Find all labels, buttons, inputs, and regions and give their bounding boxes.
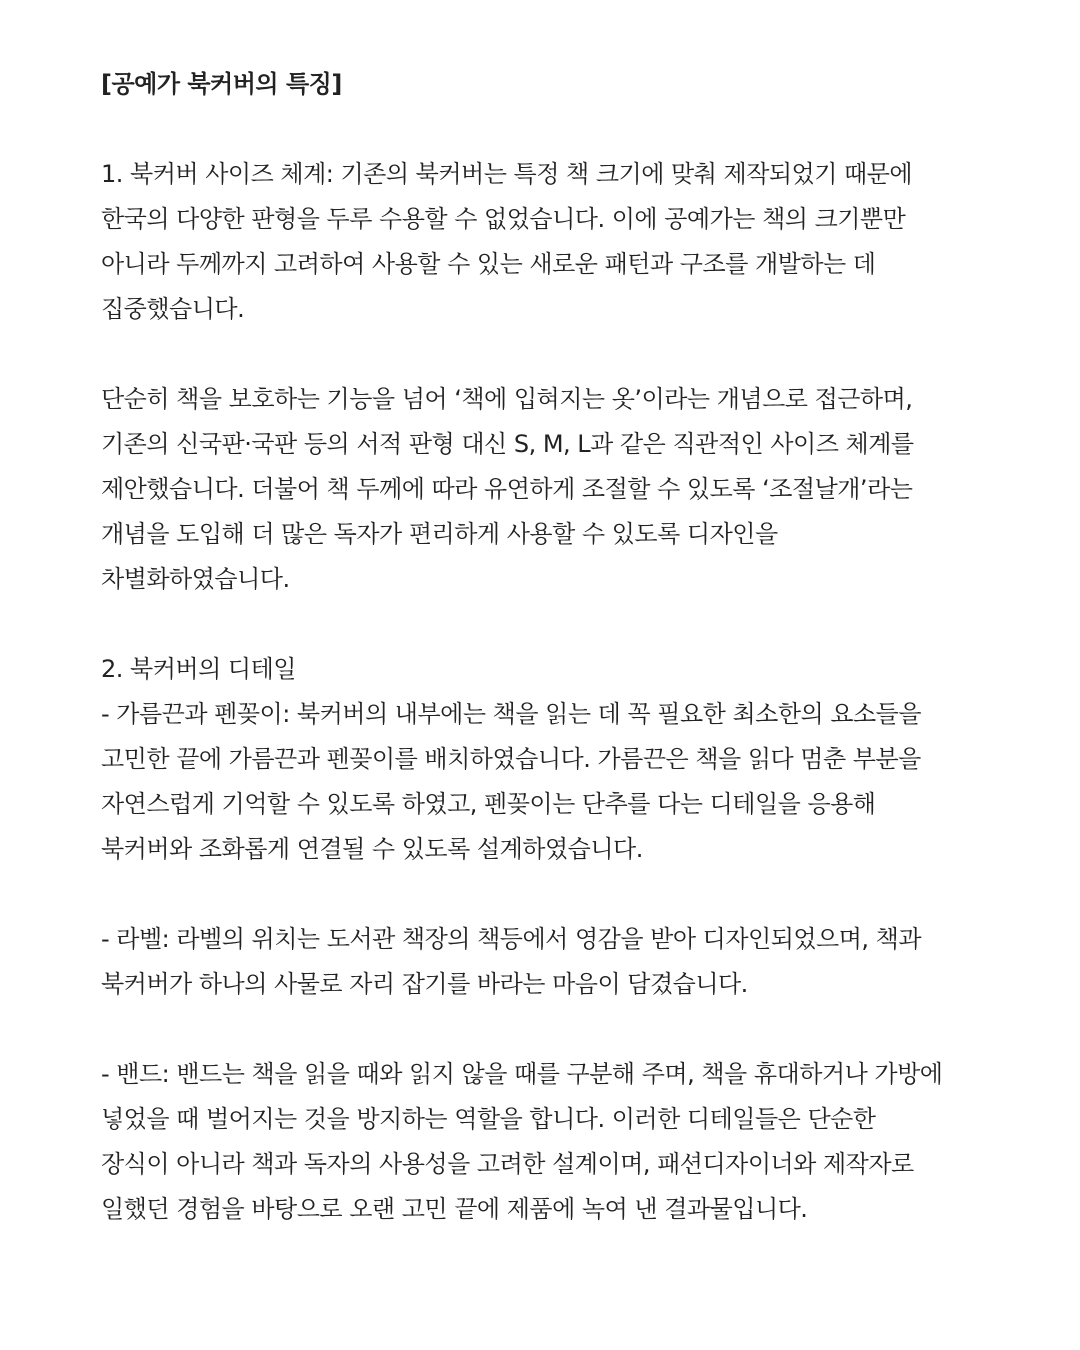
document-body (101, 62, 1001, 1232)
spacer (101, 602, 1001, 647)
paragraph-clothes-concept (101, 377, 1001, 602)
spacer (101, 107, 1001, 152)
band-line: 장식이 아니라 책과 독자의 사용성을 고려한 설계이며, 패션디자이너와 제작자로 (101, 1150, 914, 1178)
size-system-line: 집중했습니다. (101, 295, 245, 323)
clothes-concept-line: 개념을 도입해 더 많은 독자가 편리하게 사용할 수 있도록 디자인을 (101, 520, 778, 548)
bookmark-line: - 가름끈과 펜꽂이: 북커버의 내부에는 책을 읽는 데 꼭 필요한 최소한의 요소들을 (101, 700, 922, 728)
clothes-concept-line: 차별화하였습니다. (101, 565, 290, 593)
size-system-line: 한국의 다양한 판형을 두루 수용할 수 없었습니다. 이에 공예가는 책의 크기뿐만 (101, 205, 906, 233)
size-system-line: 1. 북커버 사이즈 체계: 기존의 북커버는 특정 책 크기에 맞춰 제작되었기 때문에 (101, 160, 913, 188)
band-line: 일했던 경험을 바탕으로 오랜 고민 끝에 제품에 녹여 낸 결과물입니다. (101, 1195, 808, 1223)
bookmark-line: 고민한 끝에 가름끈과 펜꽂이를 배치하였습니다. 가름끈은 책을 읽다 멈춘 부분을 (101, 745, 921, 773)
bookmark-line: 북커버와 조화롭게 연결될 수 있도록 설계하였습니다. (101, 835, 643, 863)
clothes-concept-line: 단순히 책을 보호하는 기능을 넘어 ‘책에 입혀지는 옷’이라는 개념으로 접근하며, (101, 385, 913, 413)
document-title: [공예가 북커버의 특징] (101, 70, 342, 98)
bookmark-line: 자연스럽게 기억할 수 있도록 하였고, 펜꽂이는 단추를 다는 디테일을 응용해 (101, 790, 876, 818)
clothes-concept-line: 기존의 신국판·국판 등의 서적 판형 대신 S, M, L과 같은 직관적인 사이즈 체계를 (101, 430, 914, 458)
section-size-system (101, 152, 1001, 332)
band-line: 넣었을 때 벌어지는 것을 방지하는 역할을 합니다. 이러한 디테일들은 단순한 (101, 1105, 876, 1133)
spacer (101, 872, 1001, 917)
label-line: - 라벨: 라벨의 위치는 도서관 책장의 책등에서 영감을 받아 디자인되었으며, 책과 (101, 925, 922, 953)
paragraph-label (101, 917, 1001, 1007)
label-line: 북커버가 하나의 사물로 자리 잡기를 바라는 마음이 담겼습니다. (101, 970, 748, 998)
size-system-line: 아니라 두께까지 고려하여 사용할 수 있는 새로운 패턴과 구조를 개발하는 데 (101, 250, 876, 278)
paragraph-band (101, 1052, 1001, 1232)
spacer (101, 332, 1001, 377)
band-line: - 밴드: 밴드는 책을 읽을 때와 읽지 않을 때를 구분해 주며, 책을 휴대하거나 가방에 (101, 1060, 943, 1088)
clothes-concept-line: 제안했습니다. 더불어 책 두께에 따라 유연하게 조절할 수 있도록 ‘조절날개’라는 (101, 475, 913, 503)
paragraph-bookmark-pen-holder (101, 692, 1001, 872)
spacer (101, 1007, 1001, 1052)
section-details-heading: 2. 북커버의 디테일 (101, 655, 296, 683)
